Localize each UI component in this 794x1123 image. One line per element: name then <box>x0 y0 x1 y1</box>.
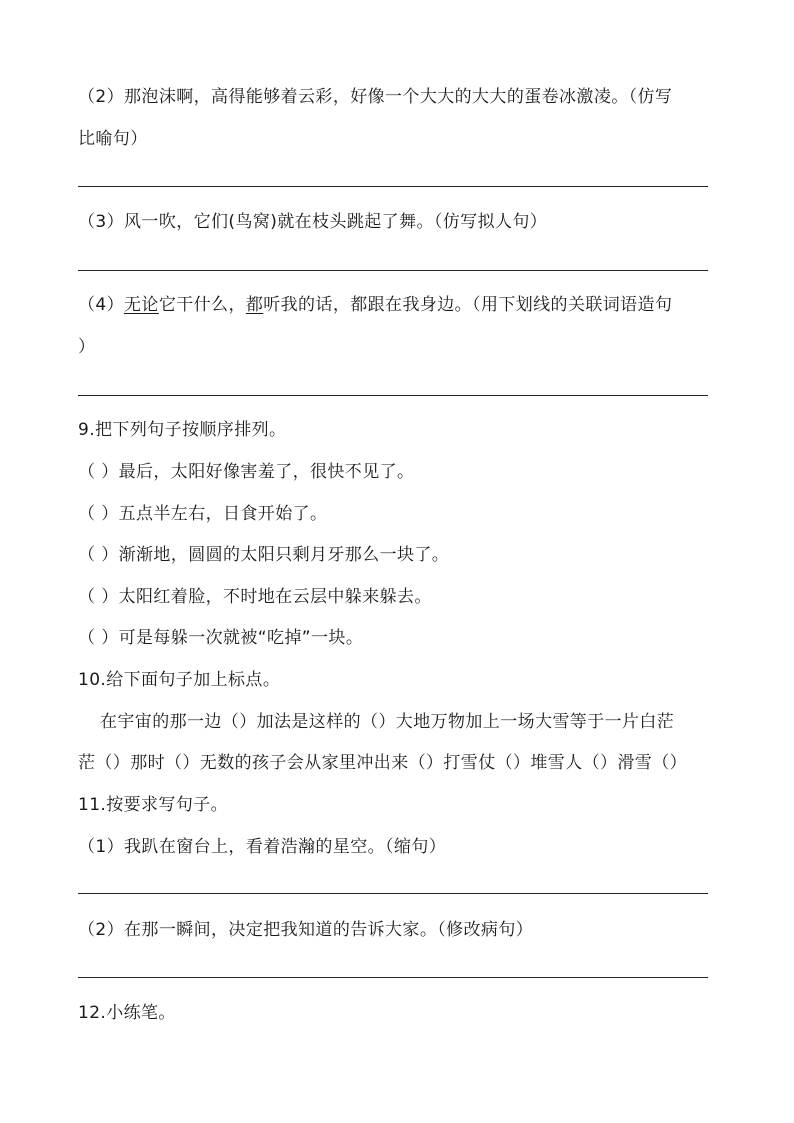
q11-1-answer-line[interactable] <box>78 893 708 894</box>
q8-4-text-line1 <box>78 294 672 316</box>
q8-4-prefix: （4） <box>78 295 125 315</box>
q11-2-text: （2）在那一瞬间，决定把我知道的告诉大家。（修改病句） <box>78 920 534 940</box>
q8-4-mid: 它干什么， <box>158 295 246 315</box>
q9-item[interactable]: （ ）渐渐地，圆圆的太阳只剩月牙那么一块了。 <box>78 545 450 565</box>
q8-4-answer-line[interactable] <box>78 395 708 396</box>
q8-3-answer-line[interactable] <box>78 270 708 271</box>
q8-2-answer-line[interactable] <box>78 186 708 187</box>
q8-4-underlined-word1: 无论 <box>124 295 159 315</box>
q9-item[interactable]: （ ）最后，太阳好像害羞了，很快不见了。 <box>78 462 415 482</box>
q10-sentence-line2[interactable]: 茫（）那时（）无数的孩子会从家里冲出来（）打雪仗（）堆雪人（）滑雪（） <box>78 753 687 773</box>
q9-item[interactable]: （ ）五点半左右，日食开始了。 <box>78 504 328 524</box>
q11-title: 11.按要求写句子。 <box>78 795 229 815</box>
q8-4-underlined-word2: 都 <box>245 295 264 315</box>
q9-item[interactable]: （ ）太阳红着脸，不时地在云层中躲来躲去。 <box>78 587 432 607</box>
q8-4-text-line2: ） <box>78 337 96 357</box>
q8-2-text-line2: 比喻句） <box>78 129 148 149</box>
q10-title: 10.给下面句子加上标点。 <box>78 670 281 690</box>
q11-1-text: （1）我趴在窗台上，看着浩瀚的星空。（缩句） <box>78 837 447 857</box>
q11-2-answer-line[interactable] <box>78 977 708 978</box>
q8-3-text: （3）风一吹，它们(鸟窝)就在枝头跳起了舞。（仿写拟人句） <box>78 212 548 232</box>
q9-title: 9.把下列句子按顺序排列。 <box>78 420 287 440</box>
q12-title: 12.小练笔。 <box>78 1003 176 1023</box>
q9-item[interactable]: （ ）可是每躲一次就被“吃掉”一块。 <box>78 628 364 648</box>
q8-4-suffix: 听我的话，都跟在我身边。（用下划线的关联词语造句 <box>263 295 673 315</box>
q8-2-text-line1: （2）那泡沫啊，高得能够着云彩，好像一个大大的大大的蛋卷冰激凌。（仿写 <box>78 87 673 107</box>
q10-sentence-line1[interactable]: 在宇宙的那一边（）加法是这样的（）大地万物加上一场大雪等于一片白茫 <box>100 712 675 732</box>
